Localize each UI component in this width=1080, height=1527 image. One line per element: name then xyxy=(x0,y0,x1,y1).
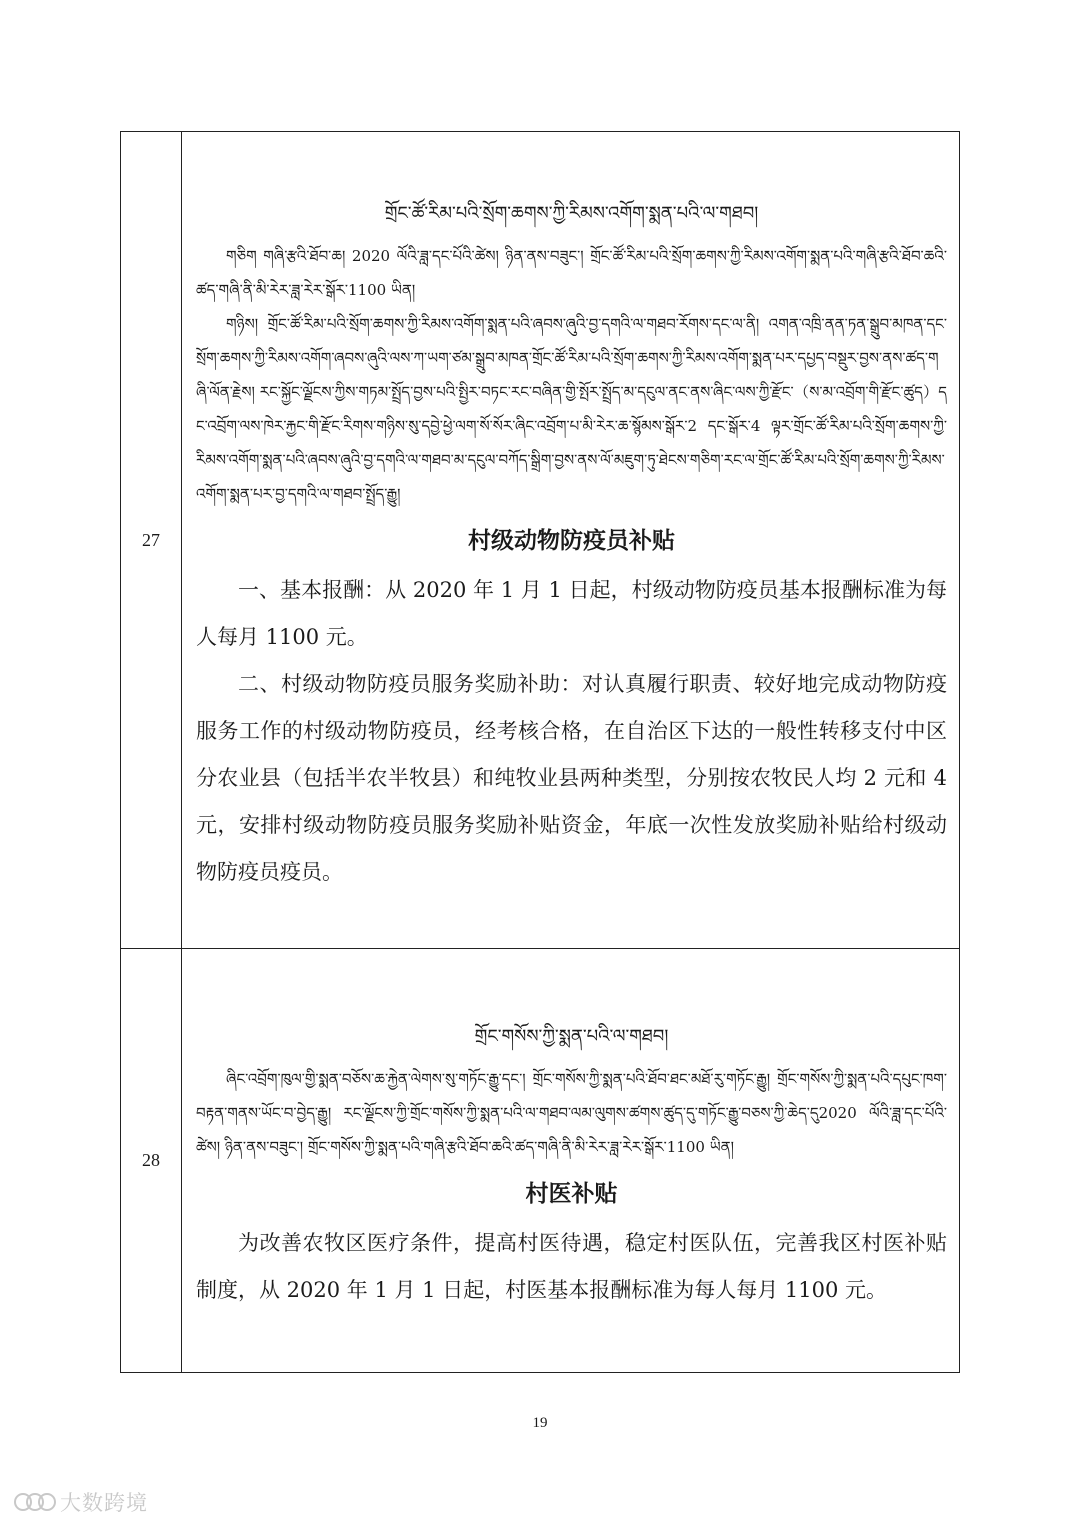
chinese-title: 村级动物防疫员补贴 xyxy=(468,527,675,554)
chinese-title: 村医补贴 xyxy=(525,1180,618,1207)
row-number: 28 xyxy=(121,949,182,1373)
tibetan-paragraph: གཅིག གཞི་རྩའི་ཐོབ་ཆ། 2020 ལོའི་ཟླ་དང་པོའི་ཚེས། ཉིན་ནས་བཟུང་། གྲོང་ཚོ་རིམ་པའི་སྲོག་ཆགས་ཀྱི་རིམས་འགོག་སྨན་པའི་གཞི་རྩའི་ཐོབ་ཆའི་ཚད་གཞི་ནི་མི་རེར་ཟླ་རེར་སྒོར་1100 ཡིན། xyxy=(196,246,947,299)
subsidy-table xyxy=(120,131,960,1373)
tibetan-title: གྲོང་གསོས་ཀྱི་སྨན་པའི་ལ་གཐབ། xyxy=(474,1025,669,1047)
tibetan-title: གྲོང་ཚོ་རིམ་པའི་སྲོག་ཆགས་ཀྱི་རིམས་འགོག་སྨན་པའི་ལ་གཐབ། xyxy=(384,202,759,224)
table-row xyxy=(121,949,960,1373)
chinese-paragraph: 一、基本报酬：从 2020 年 1 月 1 日起，村级动物防疫员基本报酬标准为每人每月 1100 元。 xyxy=(196,577,947,649)
tibetan-paragraph: ཞིང་འབྲོག་ཁུལ་གྱི་སྨན་བཅོས་ཆ་རྐྱེན་ལེགས་སུ་གཏོང་རྒྱུ་དང་། གྲོང་གསོས་ཀྱི་སྨན་པའི་ཐོབ་ཐང་མཐོ་རུ་གཏོང་རྒྱུ། གྲོང་གསོས་ཀྱི་སྨན་པའི་དཔུང་ཁག་བརྟན་གནས་ཡོང་བ་བྱེད་རྒྱུ། རང་ལྗོངས་ཀྱི་གྲོང་གསོས་ཀྱི་སྨན་པའི་ལ་གཐབ་ལམ་ལུགས་ཚགས་ཚུད་དུ་གཏོང་རྒྱུ་བཅས་ཀྱི་ཆེད་དུ2020 ལོའི་ཟླ་དང་པོའི་ཚེས། ཉིན་ནས་བཟུང་། གྲོང་གསོས་ཀྱི་སྨན་པའི་གཞི་རྩའི་ཐོབ་ཆའི་ཚད་གཞི་ནི་མི་རེར་ཟླ་རེར་སྒོར་1100 ཡིན། xyxy=(196,1069,947,1156)
watermark-logo-icon xyxy=(14,1493,54,1511)
row-content xyxy=(182,132,960,949)
chinese-paragraph: 为改善农牧区医疗条件，提高村医待遇，稳定村医队伍，完善我区村医补贴制度，从 2020 年 1 月 1 日起，村医基本报酬标准为每人每月 1100 元。 xyxy=(196,1230,947,1302)
row-number: 27 xyxy=(121,132,182,949)
watermark xyxy=(14,1487,148,1517)
page-number: 19 xyxy=(532,1415,548,1431)
row-content xyxy=(182,949,960,1373)
chinese-paragraph: 二、村级动物防疫员服务奖励补助：对认真履行职责、较好地完成动物防疫服务工作的村级动物防疫员，经考核合格，在自治区下达的一般性转移支付中区分农业县（包括半农半牧县）和纯牧业县两种类型，分别按农牧民人均 2 元和 4 元，安排村级动物防疫员服务奖励补贴资金，年底一次性发放奖励补贴给村级动物防疫员疫员。 xyxy=(196,671,947,884)
tibetan-paragraph: གཉིས། གྲོང་ཚོ་རིམ་པའི་སྲོག་ཆགས་ཀྱི་རིམས་འགོག་སྨན་པའི་ཞབས་ཞུའི་བྱ་དགའི་ལ་གཐབ་རོགས་དང་ལ་ནི། འགན་འཁྲི་ནན་ཏན་སྒྲུབ་མཁན་དང་སྲོག་ཆགས་ཀྱི་རིམས་འགོག་ཞབས་ཞུའི་ལས་ཀ་ཡག་ཙམ་སྒྲུབ་མཁན་གྲོང་ཚོ་རིམ་པའི་སྲོག་ཆགས་ཀྱི་རིམས་འགོག་སྨན་པར་དཔྱད་བསྡུར་བྱས་ནས་ཚད་གཞི་ལོན་རྗེས། རང་སྐྱོང་ལྗོངས་ཀྱིས་གཏམ་སྤྲོད་བྱས་པའི་སྤྱིར་བཏང་རང་བཞིན་གྱི་སྤོར་སྤྲོད་མ་དངུལ་ནང་ནས་ཞིང་ལས་ཀྱི་རྫོང་（ས་མ་འབྲོག་གི་རྫོང་ཚུད）དང་འབྲོག་ལས་ཁེར་རྐྱང་གི་རྫོང་རིགས་གཉིས་སུ་དབྱེ་ཕྱེ་ལག་སོ་སོར་ཞིང་འབྲོག་པ་མི་རེར་ཆ་སྙོམས་སྒོར་2 དང་སྒོར་4 ལྟར་གྲོང་ཚོ་རིམ་པའི་སྲོག་ཆགས་ཀྱི་རིམས་འགོག་སྨན་པའི་ཞབས་ཞུའི་བྱ་དགའི་ལ་གཐབ་མ་དངུལ་བཀོད་སྒྲིག་བྱས་ནས་ལོ་མཇུག་ཏུ་ཐེངས་གཅིག་རང་ལ་གྲོང་ཚོ་རིམ་པའི་སྲོག་ཆགས་ཀྱི་རིམས་འགོག་སྨན་པར་བྱ་དགའི་ལ་གཐབ་སྤྲོད་རྒྱུ། xyxy=(196,314,947,503)
table-row xyxy=(121,132,960,949)
watermark-text: 大数跨境 xyxy=(60,1491,148,1515)
